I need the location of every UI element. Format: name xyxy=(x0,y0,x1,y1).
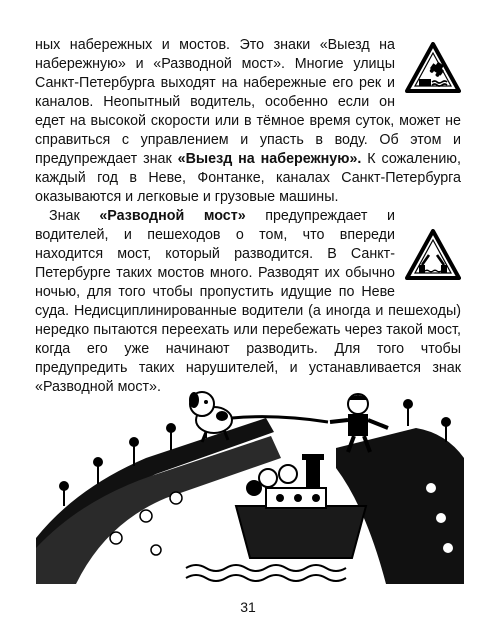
embankment-exit-sign-icon xyxy=(405,42,461,94)
paragraph2-text-1: Знак xyxy=(49,208,100,224)
paragraph-drawbridge xyxy=(35,207,461,397)
paragraph1-text-1: ных набережных и мостов. Это знаки «Выезд на набережную» и «Разводной мост». Многие улицы Санкт-Петербурга выходят на набережные его рек и каналов. Неопытный водитель, особенно если он едет на высокой скорости или в тёмное время суток, может не справиться с управлением и упасть в воду. Об этом и предупреждает знак xyxy=(35,37,461,167)
paragraph1-text-2: К сожалению, каждый год в Неве, Фонтанке, каналах Санкт-Петербурга оказываются и легковые и грузовые машины. xyxy=(35,151,462,205)
paragraph-embankment xyxy=(35,36,461,207)
paragraph2-text-2: предупреждает и водителей, и пешеходов о том, что впереди находится мост, который разводится. В Санкт-Петербурге таких мостов много. Разводят их обычно ночью, для того чтобы пропустить идущие по Неве суда. Недисциплинированные водители (а иногда и пешеходы) нередко пытаются переехать или перебежать через такой мост, когда его уже начинают разводить. Для того чтобы предупредить таких нарушителей, и устанавливается знак «Разводной мост». xyxy=(35,208,461,395)
sign-name-drawbridge: «Разводной мост» xyxy=(99,208,246,224)
page-number: 31 xyxy=(240,599,256,615)
drawbridge-cartoon-illustration xyxy=(36,388,464,584)
drawbridge-sign-icon xyxy=(405,229,461,281)
sign-name-embankment: «Выезд на набережную». xyxy=(177,151,362,167)
body-text xyxy=(35,36,461,397)
